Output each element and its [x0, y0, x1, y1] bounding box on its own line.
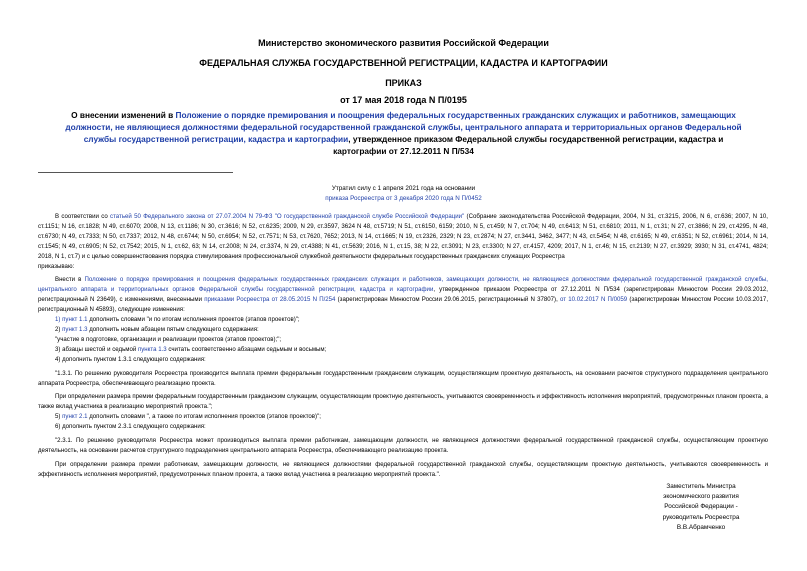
divider-line [38, 172, 233, 173]
title-regulation-link[interactable]: Положение о порядке премирования и поощрения федеральных государственных гражданских служащих и работников, замещающих должности, не являющиеся должностями федеральной государственной гражданской службы, центрального аппарата и территориальных органов Федеральной службы государственной регистрации, кадастра и картографии [65, 110, 742, 144]
order-0059-link[interactable]: от 10.02.2017 N П/0059 [559, 296, 628, 304]
lost-force-text: Утратил силу с 1 апреля 2021 года на основании [331, 185, 476, 192]
title-suffix: , утвержденное приказом Федеральной службы государственной регистрации, кадастра и картографии от 27.12.2011 N П/534 [333, 134, 724, 156]
intro-paragraph [38, 275, 768, 315]
paragraph-1-3-1: "1.3.1. По решению руководителя Росреестра производится выплата премии федеральным государственным гражданским служащим, осуществляющим проектную деятельность, на основании расчетов структурного подразделения центрального аппарата Росреестра, обеспечивающего реализацию проекта. [38, 369, 768, 387]
signature-name: В.В.Абрамченко [676, 523, 726, 531]
intro-text-3: (зарегистрирован Минюстом России 29.06.2015, регистрационный N 37807), [335, 296, 560, 304]
item-2-text: дополнить новым абзацем пятым следующего содержания: [87, 325, 259, 333]
signature-line-2: экономического развития [663, 493, 739, 501]
item-2-link[interactable]: пункт 1.3 [62, 325, 88, 333]
item-3-prefix: 3) абзацы шестой и седьмой [55, 345, 138, 353]
intro-text-4: (зарегистрирован Минюстом России 10.03.2017, регистрационный N 45893), следующие изменения: [38, 296, 769, 314]
item-5-text: дополнить словами ", а также по итогам исполнения проектов (этапов проектов)"; [87, 413, 321, 421]
intro-text-2: , утвержденное приказом Росреестра от 27.12.2011 N П/534 (зарегистрирован Минюстом России 29.03.2012, регистрационный N 23649), с изменениями, внесенными [38, 286, 769, 304]
date-number-heading: от 17 мая 2018 года N П/0195 [340, 95, 467, 105]
item-2-quote: "участие в подготовке, организации и реализации проектов (этапов проектов);"; [55, 335, 282, 343]
federal-law-link[interactable]: статьей 50 Федерального закона от 27.07.2004 N 79-ФЗ "О государственной гражданской службе Российской Федерации" [110, 213, 465, 220]
item-1-link[interactable]: 1) пункт 1.1 [55, 316, 88, 324]
item-1 [38, 315, 768, 325]
item-1-text: дополнить словами "и по итогам исполнения проектов (этапов проектов)"; [87, 316, 300, 324]
item-2 [38, 325, 768, 335]
preamble-paragraph [38, 212, 768, 262]
title-prefix: О внесении изменений в [71, 110, 176, 120]
paragraph-1-3-1-b: При определении размера премии федеральным государственным гражданским служащим, осуществляющим проектную деятельность, учитываются своевременность и эффективность исполнения мероприятий, предусмотренных планом проекта, а также вклад участника в реализацию мероприятий проекта."; [38, 393, 768, 411]
document-title [60, 109, 747, 157]
lost-force-link[interactable]: приказа Росреестра от 3 декабря 2020 года N П/0452 [325, 195, 482, 202]
order-word: приказываю: [38, 262, 75, 270]
item-3 [38, 345, 768, 355]
document-body [38, 212, 768, 480]
intro-text-1: Внести в [55, 276, 85, 284]
preamble-text-2: (Собрание законодательства Российской Федерации, 2004, N 31, ст.3215, 2006, N 6, ст.636; 2007, N 10, ст.1151; N 16, ст.1828; N 49, ст.6070; 2008, N 13, ст.1186; N 30, ст.3616; N 52, ст.6235; 2009, N 29, ст.3597, 3624 N 48, ст.5719; N 51, ст.6150, 6159; 2010, N 5, ст.459; N 7, ст.704; N 49, ст.6413; N 51, ст.6810; 2011, N 1, ст.31; N 27, ст.3866; N 29, ст.4295, N 48, ст.6730; N 49, ст.7333; N 50, ст.7337; 2012, N 48, ст.6744; N 50, ст.6954; N 52, ст.7571; N 53, ст.7620, 7652; 2013, N 14, ст.1665; N 19, ст.2326, 2329; N 23, ст.2874; N 27, ст.3441, 3462, 3477; N 43, ст.5454; N 48, ст.6165; N 49, ст.6351; N 52, ст.6961; 2014, N 14, ст.1545; N 49, ст.6905; N 52, ст.7542; 2015, N 1, ст.62, 63; N 14, ст.2008; N 24, ст.3374, N 29, ст.4388; N 41, ст.5639; 2016, N 1, ст.15, 38; N 22, ст.3091; N 23, ст.3300; N 27, ст.4157, 4209; 2017, N 1, ст.46; N 15, ст.2139; N 27, ст.3929; 3930; N 31, ст.4741, 4824; 2018, N 1, ст.7) и с целью совершенствования порядка стимулирования профессиональной служебной деятельности федеральных государственных гражданских служащих Росреестра [38, 213, 768, 260]
signature-line-1: Заместитель Министра [666, 483, 736, 490]
order-254-link[interactable]: приказами Росреестра от 28.05.2015 N П/254 [204, 296, 336, 304]
signature-line-3: Российской Федерации - [664, 503, 738, 511]
item-2-prefix: 2) [55, 325, 63, 333]
item-5-link[interactable]: пункт 2.1 [62, 413, 88, 421]
signature-block [630, 482, 772, 533]
item-5-prefix: 5) [55, 413, 63, 421]
ministry-heading: Министерство экономического развития Российской Федерации [258, 38, 549, 48]
regulation-link[interactable]: Положение о порядке премирования и поощрения федеральных государственных гражданских служащих и работников, замещающих должности, не являющиеся должностями федеральной государственной гражданской службы, центрального аппарата и территориальных органов Федеральной службы государственной регистрации, кадастра и картографии [38, 276, 769, 294]
service-heading: ФЕДЕРАЛЬНАЯ СЛУЖБА ГОСУДАРСТВЕННОЙ РЕГИСТРАЦИИ, КАДАСТРА И КАРТОГРАФИИ [199, 58, 608, 68]
item-4: 4) дополнить пунктом 1.3.1 следующего содержания: [55, 355, 206, 363]
item-6: 6) дополнить пунктом 2.3.1 следующего содержания: [55, 423, 206, 431]
paragraph-2-3-1-b: При определении размера премии работникам, замещающим должности, не являющиеся должностями федеральной государственной гражданской службы, осуществляющим проектную деятельность, учитываются своевременность и эффективность исполнения мероприятий, предусмотренных планом проекта, а также вклад участника в реализацию мероприятий проекта.". [38, 460, 768, 478]
preamble-text-1: В соответствии со [55, 213, 111, 220]
item-3-text: считать соответственно абзацами седьмым и восьмым; [166, 345, 327, 353]
doc-type-heading: ПРИКАЗ [385, 78, 422, 88]
lost-force-note [200, 184, 607, 204]
paragraph-2-3-1: "2.3.1. По решению руководителя Росреестра может производиться выплата премии работникам, замещающим должности, не являющиеся должностями федеральной государственной гражданской службы, осуществляющим проектную деятельность, на основании расчетов структурного подразделения центрального аппарата Росреестра, обеспечивающего реализацию проекта. [38, 437, 768, 454]
item-3-link[interactable]: пункта 1.3 [137, 345, 167, 353]
signature-line-4: руководитель Росреестра [662, 513, 740, 521]
item-5 [38, 412, 768, 422]
